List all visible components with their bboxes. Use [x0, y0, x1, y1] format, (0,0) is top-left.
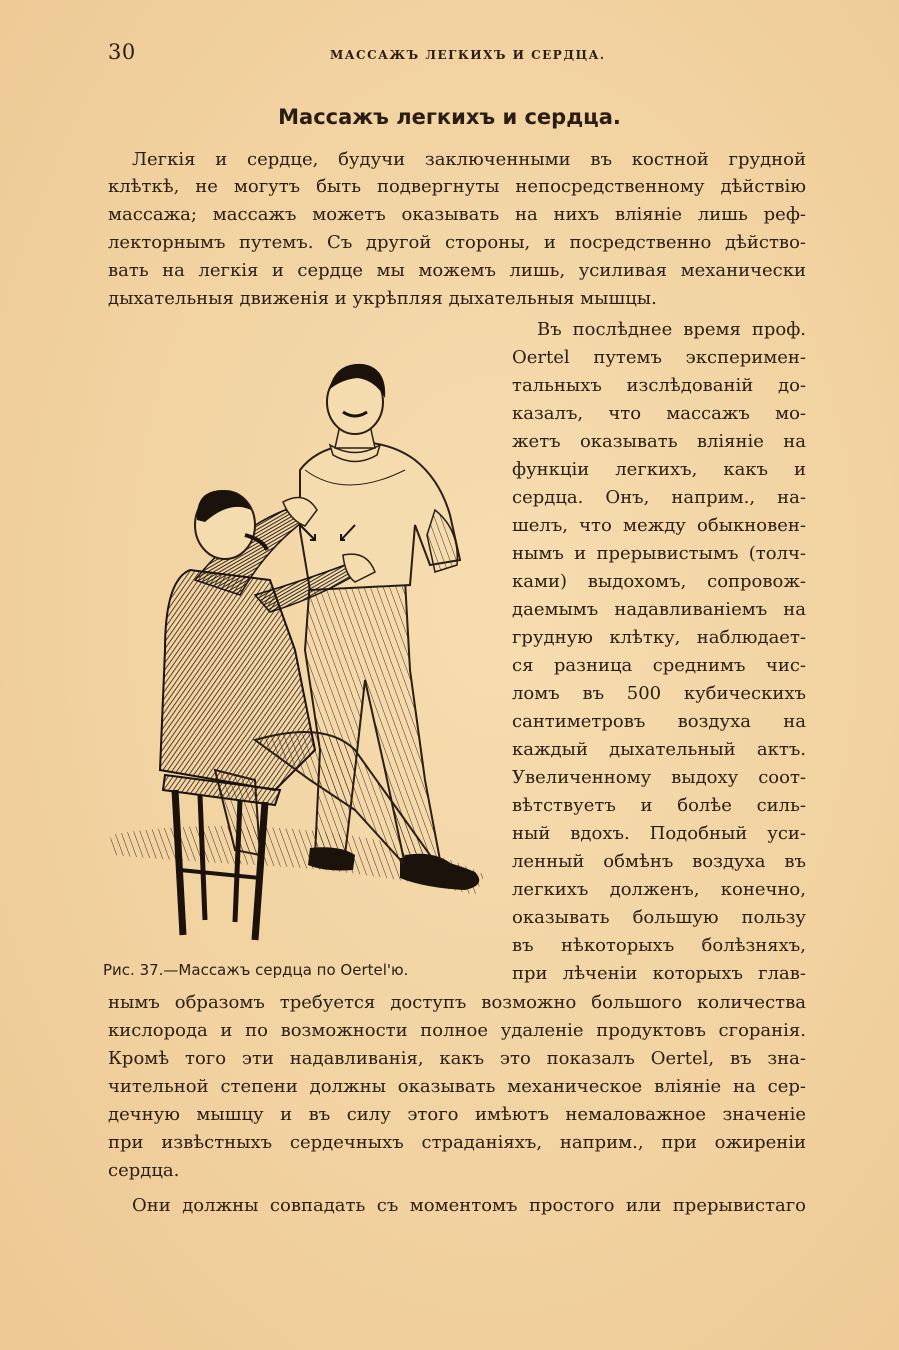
page-number: 30	[108, 40, 136, 64]
text-line: при извѣстныхъ сердечныхъ страданіяхъ, наприм., при ожиреніи	[108, 1132, 806, 1153]
text-line: функціи легкихъ, какъ и	[512, 459, 806, 480]
figure-caption: Рис. 37.—Массажъ сердца по Oertel'ю.	[103, 961, 409, 979]
text-line: лекторнымъ путемъ. Съ другой стороны, и посредственно дѣйство-	[108, 232, 806, 253]
text-line: даемымъ надавливаніемъ на	[512, 599, 806, 620]
text-line: грудную клѣтку, наблюдает-	[512, 627, 806, 648]
text-line: сердца.	[108, 1160, 180, 1181]
text-line: дечную мышцу и въ силу этого имѣютъ немаловажное значеніе	[108, 1104, 806, 1125]
text-line: массажа; массажъ можетъ оказывать на нихъ вліяніе лишь реф-	[108, 204, 806, 225]
text-line: жетъ оказывать вліяніе на	[512, 431, 806, 452]
text-line: казалъ, что массажъ мо-	[512, 403, 806, 424]
text-line: ленный обмѣнъ воздуха въ	[512, 851, 806, 872]
text-line: въ нѣкоторыхъ болѣзняхъ,	[512, 935, 806, 956]
text-line: Легкія и сердце, будучи заключенными въ костной грудной	[132, 149, 806, 170]
text-line: вать на легкія и сердце мы можемъ лишь, усиливая механически	[108, 260, 806, 281]
text-line: оказывать большую пользу	[512, 907, 806, 928]
text-line: Кромѣ того эти надавливанія, какъ это показалъ Oertel, въ зна-	[108, 1048, 806, 1069]
text-line: ся разница среднимъ чис-	[512, 655, 806, 676]
text-line: при лѣченіи которыхъ глав-	[512, 963, 806, 984]
text-line: чительной степени должны оказывать механическое вліяніе на сер-	[108, 1076, 806, 1097]
text-line: легкихъ долженъ, конечно,	[512, 879, 806, 900]
text-line: кислорода и по возможности полное удаленіе продуктовъ сгоранія.	[108, 1020, 806, 1041]
text-line: Они должны совпадать съ моментомъ простого или прерывистаго	[132, 1195, 806, 1216]
text-line: ками) выдохомъ, сопровож-	[512, 571, 806, 592]
text-line: Oertel путемъ эксперимен-	[512, 347, 806, 368]
running-title: МАССАЖЪ ЛЕГКИХЪ И СЕРДЦА.	[330, 48, 606, 62]
text-line: тальныхъ изслѣдованій до-	[512, 375, 806, 396]
text-line: каждый дыхательный актъ.	[512, 739, 806, 760]
text-line: ломъ въ 500 кубическихъ	[512, 683, 806, 704]
text-line: клѣткѣ, не могутъ быть подвергнуты непосредственному дѣйствію	[108, 176, 806, 197]
text-line: сантиметровъ воздуха на	[512, 711, 806, 732]
text-line: дыхательныя движенія и укрѣпляя дыхательныя мышцы.	[108, 288, 657, 309]
section-title: Массажъ легкихъ и сердца.	[278, 105, 621, 129]
text-line: нымъ и прерывистымъ (толч-	[512, 543, 806, 564]
text-line: сердца. Онъ, наприм., на-	[512, 487, 806, 508]
text-line: Въ послѣднее время проф.	[537, 319, 806, 340]
text-line: нымъ образомъ требуется доступъ возможно большого количества	[108, 992, 806, 1013]
text-line: ный вдохъ. Подобный уси-	[512, 823, 806, 844]
text-line: вѣтствуетъ и болѣе силь-	[512, 795, 806, 816]
text-line: шелъ, что между обыкновен-	[512, 515, 806, 536]
text-line: Увеличенному выдоху соот-	[512, 767, 806, 788]
massage-illustration	[105, 350, 490, 950]
